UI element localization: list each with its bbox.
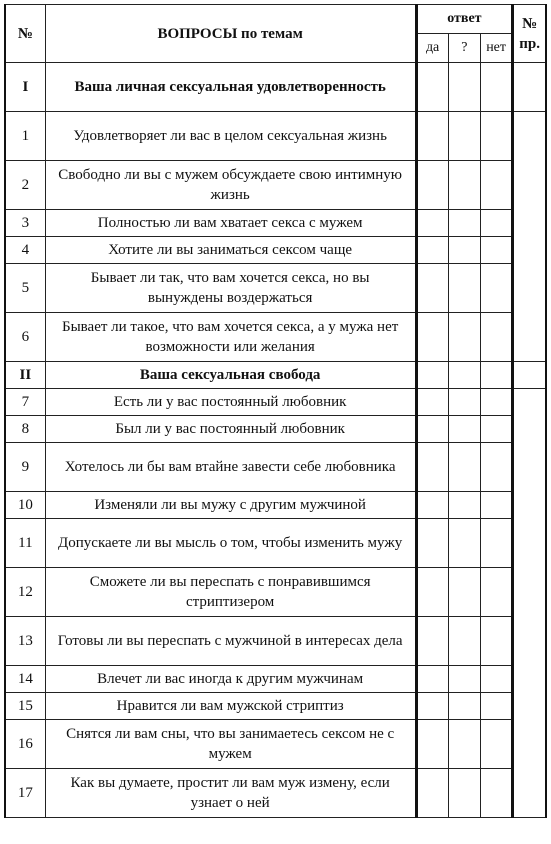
- question-row: [5, 313, 546, 362]
- question-num: 7: [5, 389, 45, 416]
- question-text: Хотите ли вы заниматься сексом чаще: [45, 237, 416, 264]
- question-text: Готовы ли вы переспать с мужчиной в интересах дела: [45, 617, 416, 666]
- question-row: [5, 443, 546, 492]
- answer-maybe-cell[interactable]: [448, 720, 480, 769]
- answer-maybe-cell[interactable]: [448, 161, 480, 210]
- section-row: [5, 63, 546, 112]
- question-num: 1: [5, 112, 45, 161]
- question-row: [5, 210, 546, 237]
- question-row: [5, 568, 546, 617]
- answer-no-cell[interactable]: [480, 720, 512, 769]
- answer-no-cell[interactable]: [480, 617, 512, 666]
- question-row: [5, 237, 546, 264]
- answer-maybe-cell[interactable]: [448, 492, 480, 519]
- question-text: Бывает ли так, что вам хочется секса, но вы вынуждены воздержаться: [45, 264, 416, 313]
- answer-maybe-cell[interactable]: [448, 112, 480, 161]
- answer-no-cell[interactable]: [480, 264, 512, 313]
- question-row: [5, 666, 546, 693]
- header-np: [513, 5, 546, 63]
- question-num: 14: [5, 666, 45, 693]
- answer-no-cell[interactable]: [480, 313, 512, 362]
- question-text: Сможете ли вы переспать с понравившимся стриптизером: [45, 568, 416, 617]
- answer-yes-cell[interactable]: [416, 416, 448, 443]
- header-questions: ВОПРОСЫ по темам: [45, 5, 416, 63]
- answer-maybe-cell[interactable]: [448, 313, 480, 362]
- question-row: [5, 693, 546, 720]
- answer-yes-cell[interactable]: [416, 568, 448, 617]
- question-text: Нравится ли вам мужской стриптиз: [45, 693, 416, 720]
- question-text: Полностью ли вам хватает секса с мужем: [45, 210, 416, 237]
- question-row: [5, 389, 546, 416]
- answer-maybe-cell[interactable]: [448, 568, 480, 617]
- question-text: Снятся ли вам сны, что вы занимаетесь сексом не с мужем: [45, 720, 416, 769]
- header-no: нет: [480, 34, 512, 63]
- answer-yes-cell[interactable]: [416, 492, 448, 519]
- question-text: Бывает ли такое, что вам хочется секса, а у мужа нет возможности или желания: [45, 313, 416, 362]
- header-yes: да: [416, 34, 448, 63]
- answer-yes-cell[interactable]: [416, 264, 448, 313]
- answer-no-cell[interactable]: [480, 519, 512, 568]
- question-row: [5, 519, 546, 568]
- header-maybe: ?: [448, 34, 480, 63]
- section-row: [5, 362, 546, 389]
- questionnaire-page: [4, 4, 547, 818]
- answer-maybe-cell[interactable]: [448, 237, 480, 264]
- answer-maybe-cell[interactable]: [448, 693, 480, 720]
- header-num: №: [5, 5, 45, 63]
- answer-yes-cell[interactable]: [416, 769, 448, 818]
- question-num: 6: [5, 313, 45, 362]
- question-text: Хотелось ли бы вам втайне завести себе любовника: [45, 443, 416, 492]
- header-np-line1: №: [522, 15, 538, 32]
- question-text: Был ли у вас постоянный любовник: [45, 416, 416, 443]
- section-num: I: [5, 63, 45, 112]
- answer-maybe-cell[interactable]: [448, 416, 480, 443]
- answer-yes-cell[interactable]: [416, 443, 448, 492]
- answer-maybe-cell[interactable]: [448, 617, 480, 666]
- answer-yes-cell[interactable]: [416, 362, 448, 389]
- answer-no-cell[interactable]: [480, 666, 512, 693]
- answer-yes-cell[interactable]: [416, 519, 448, 568]
- answer-no-cell[interactable]: [480, 389, 512, 416]
- question-row: [5, 416, 546, 443]
- answer-maybe-cell[interactable]: [448, 666, 480, 693]
- answer-yes-cell[interactable]: [416, 112, 448, 161]
- question-text: Есть ли у вас постоянный любовник: [45, 389, 416, 416]
- question-text: Допускаете ли вы мысль о том, чтобы изменить мужу: [45, 519, 416, 568]
- question-text: Влечет ли вас иногда к другим мужчинам: [45, 666, 416, 693]
- section-title: Ваша сексуальная свобода: [45, 362, 416, 389]
- answer-no-cell[interactable]: [480, 769, 512, 818]
- question-row: [5, 112, 546, 161]
- answer-yes-cell[interactable]: [416, 210, 448, 237]
- answer-maybe-cell[interactable]: [448, 362, 480, 389]
- answer-maybe-cell[interactable]: [448, 443, 480, 492]
- question-row: [5, 492, 546, 519]
- answer-yes-cell[interactable]: [416, 693, 448, 720]
- answer-maybe-cell[interactable]: [448, 769, 480, 818]
- answer-yes-cell[interactable]: [416, 237, 448, 264]
- answer-maybe-cell[interactable]: [448, 519, 480, 568]
- question-text: Как вы думаете, простит ли вам муж измену, если узнает о ней: [45, 769, 416, 818]
- answer-no-cell[interactable]: [480, 210, 512, 237]
- question-num: 17: [5, 769, 45, 818]
- question-num: 8: [5, 416, 45, 443]
- header-row-1: [5, 5, 546, 34]
- answer-maybe-cell[interactable]: [448, 264, 480, 313]
- answer-no-cell[interactable]: [480, 161, 512, 210]
- question-num: 10: [5, 492, 45, 519]
- question-num: 16: [5, 720, 45, 769]
- answer-yes-cell[interactable]: [416, 666, 448, 693]
- question-num: 13: [5, 617, 45, 666]
- question-num: 12: [5, 568, 45, 617]
- question-text: Удовлетворяет ли вас в целом сексуальная жизнь: [45, 112, 416, 161]
- answer-no-cell[interactable]: [480, 416, 512, 443]
- question-row: [5, 720, 546, 769]
- answer-yes-cell[interactable]: [416, 313, 448, 362]
- question-row: [5, 617, 546, 666]
- header-answer: ответ: [416, 5, 513, 34]
- section-title: Ваша личная сексуальная удовлетворенность: [45, 63, 416, 112]
- question-text: Изменяли ли вы мужу с другим мужчиной: [45, 492, 416, 519]
- answer-no-cell[interactable]: [480, 362, 512, 389]
- header-np-line2: пр.: [519, 35, 540, 52]
- answer-no-cell[interactable]: [480, 443, 512, 492]
- np-cell: [513, 389, 546, 818]
- np-cell: [513, 63, 546, 112]
- np-cell: [513, 112, 546, 362]
- question-row: [5, 264, 546, 313]
- question-row: [5, 769, 546, 818]
- answer-maybe-cell[interactable]: [448, 389, 480, 416]
- answer-maybe-cell[interactable]: [448, 63, 480, 112]
- answer-no-cell[interactable]: [480, 693, 512, 720]
- question-num: 2: [5, 161, 45, 210]
- answer-yes-cell[interactable]: [416, 161, 448, 210]
- question-num: 3: [5, 210, 45, 237]
- answer-yes-cell[interactable]: [416, 389, 448, 416]
- answer-no-cell[interactable]: [480, 568, 512, 617]
- answer-yes-cell[interactable]: [416, 720, 448, 769]
- np-cell: [513, 362, 546, 389]
- questionnaire-table: [4, 4, 547, 818]
- question-num: 9: [5, 443, 45, 492]
- answer-maybe-cell[interactable]: [448, 210, 480, 237]
- question-num: 4: [5, 237, 45, 264]
- answer-no-cell[interactable]: [480, 112, 512, 161]
- answer-no-cell[interactable]: [480, 492, 512, 519]
- section-num: II: [5, 362, 45, 389]
- question-num: 15: [5, 693, 45, 720]
- question-num: 5: [5, 264, 45, 313]
- question-row: [5, 161, 546, 210]
- answer-no-cell[interactable]: [480, 237, 512, 264]
- question-num: 11: [5, 519, 45, 568]
- answer-yes-cell[interactable]: [416, 63, 448, 112]
- answer-no-cell[interactable]: [480, 63, 512, 112]
- question-text: Свободно ли вы с мужем обсуждаете свою интимную жизнь: [45, 161, 416, 210]
- answer-yes-cell[interactable]: [416, 617, 448, 666]
